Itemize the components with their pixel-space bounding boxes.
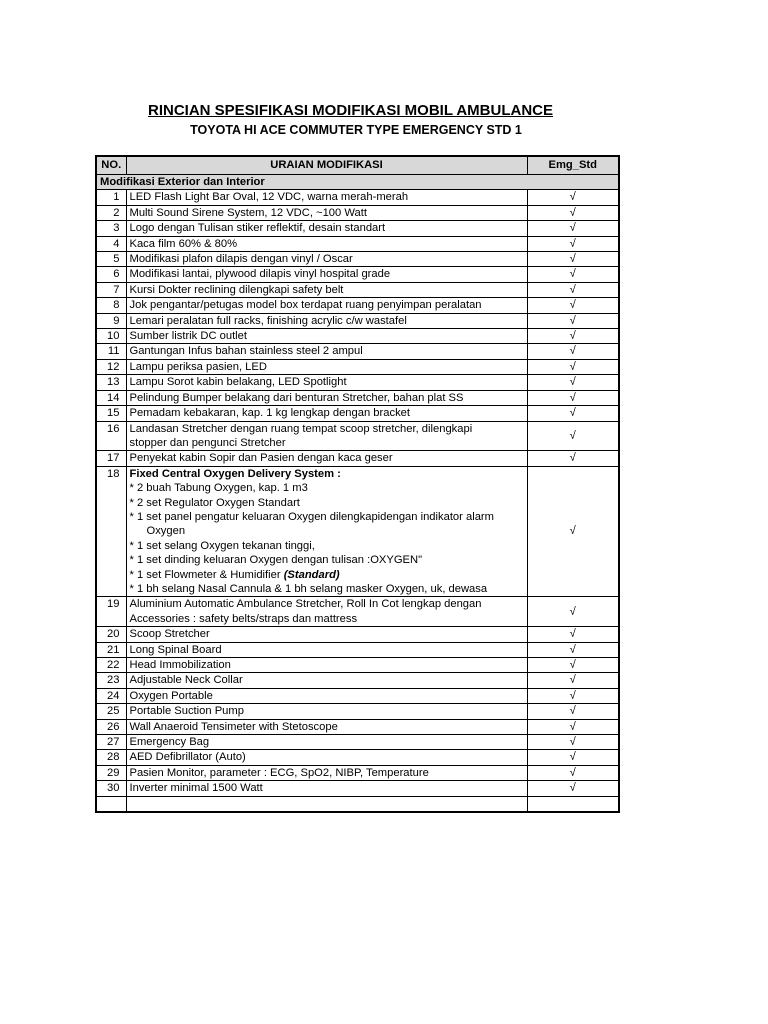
row-description: Wall Anaeroid Tensimeter with Stetoscope <box>126 719 527 734</box>
oxygen-item: * 1 bh selang Nasal Cannula & 1 bh selang masker Oxygen, uk, dewasa <box>129 582 488 595</box>
oxygen-item: * 1 set dinding keluaran Oxygen dengan tulisan :OXYGEN" <box>129 554 423 567</box>
table-row <box>96 406 619 421</box>
row-description: Pelindung Bumper belakang dari benturan Stretcher, bahan plat SS <box>126 390 527 405</box>
row-checkmark: √ <box>527 375 619 390</box>
row-description: Adjustable Neck Collar <box>126 673 527 688</box>
row-description: Scoop Stretcher <box>126 627 527 642</box>
row-number: 9 <box>96 313 126 328</box>
table-row <box>96 704 619 719</box>
table-row <box>96 673 619 688</box>
table-row <box>96 719 619 734</box>
row-number: 28 <box>96 750 126 765</box>
table-row <box>96 298 619 313</box>
row-description: Pasien Monitor, parameter : ECG, SpO2, NIBP, Temperature <box>126 765 527 780</box>
table-row <box>96 221 619 236</box>
row-checkmark: √ <box>527 750 619 765</box>
table-row <box>96 205 619 220</box>
row-description: Sumber listrik DC outlet <box>126 329 527 344</box>
row-number: 23 <box>96 673 126 688</box>
table-row <box>96 421 619 451</box>
row-number: 4 <box>96 236 126 251</box>
row-number: 1 <box>96 190 126 205</box>
row-description: Inverter minimal 1500 Watt <box>126 781 527 796</box>
section-label: Modifikasi Exterior dan Interior <box>96 175 619 190</box>
specification-table <box>95 155 620 813</box>
row-checkmark: √ <box>527 221 619 236</box>
row-description: Portable Suction Pump <box>126 704 527 719</box>
row-checkmark: √ <box>527 190 619 205</box>
row-description: Head Immobilization <box>126 658 527 673</box>
row-checkmark: √ <box>527 329 619 344</box>
row-checkmark: √ <box>527 451 619 466</box>
table-row <box>96 735 619 750</box>
row-number: 22 <box>96 658 126 673</box>
row-description: Lampu Sorot kabin belakang, LED Spotlight <box>126 375 527 390</box>
oxygen-item-text: * 1 set Flowmeter & Humidifier <box>129 568 284 581</box>
row-checkmark: √ <box>527 673 619 688</box>
row-description: Pemadam kebakaran, kap. 1 kg lengkap dengan bracket <box>126 406 527 421</box>
row-checkmark: √ <box>527 359 619 374</box>
row-checkmark: √ <box>527 704 619 719</box>
row-number: 20 <box>96 627 126 642</box>
row-description: Kaca film 60% & 80% <box>126 236 527 251</box>
row-checkmark: √ <box>527 252 619 267</box>
row-description: LED Flash Light Bar Oval, 12 VDC, warna merah-merah <box>126 190 527 205</box>
row-checkmark: √ <box>527 719 619 734</box>
table-header-row <box>96 156 619 175</box>
row-checkmark: √ <box>527 735 619 750</box>
row-description: Modifikasi lantai, plywood dilapis vinyl hospital grade <box>126 267 527 282</box>
row-checkmark: √ <box>527 781 619 796</box>
table-row <box>96 658 619 673</box>
table-row <box>96 688 619 703</box>
row-description: AED Defibrillator (Auto) <box>126 750 527 765</box>
empty-row <box>96 796 619 812</box>
row-checkmark: √ <box>527 406 619 421</box>
row-checkmark: √ <box>527 597 619 627</box>
row-number: 7 <box>96 282 126 297</box>
empty-cell <box>126 796 527 812</box>
header-uraian: URAIAN MODIFIKASI <box>126 156 527 175</box>
header-emg-std: Emg_Std <box>527 156 619 175</box>
table-row <box>96 344 619 359</box>
row-number: 5 <box>96 252 126 267</box>
row-number: 11 <box>96 344 126 359</box>
row-description <box>126 421 527 451</box>
subtitle-text: TOYOTA HI ACE COMMUTER TYPE EMERGENCY STD 1 <box>190 123 522 137</box>
row-checkmark: √ <box>527 466 619 597</box>
row-description: Long Spinal Board <box>126 642 527 657</box>
row-description <box>126 597 527 627</box>
table-row <box>96 642 619 657</box>
row-description-line: Aluminium Automatic Ambulance Stretcher, Roll In Cot lengkap dengan <box>129 598 482 611</box>
table-row <box>96 451 619 466</box>
row-number: 15 <box>96 406 126 421</box>
row-description-line: Accessories : safety belts/straps dan mattress <box>129 612 358 625</box>
row-number: 14 <box>96 390 126 405</box>
row-number: 12 <box>96 359 126 374</box>
table-row <box>96 329 619 344</box>
row-checkmark: √ <box>527 298 619 313</box>
table-row <box>96 466 619 597</box>
table-row <box>96 765 619 780</box>
table-row <box>96 781 619 796</box>
table-row <box>96 267 619 282</box>
row-number: 27 <box>96 735 126 750</box>
row-description-line: Landasan Stretcher dengan ruang tempat scoop stretcher, dilengkapi <box>129 422 473 435</box>
row-checkmark: √ <box>527 658 619 673</box>
row-number: 21 <box>96 642 126 657</box>
row-number: 8 <box>96 298 126 313</box>
row-description: Oxygen Portable <box>126 688 527 703</box>
row-number: 29 <box>96 765 126 780</box>
row-description <box>126 466 527 597</box>
row-description: Logo dengan Tulisan stiker reflektif, desain standart <box>126 221 527 236</box>
row-number: 17 <box>96 451 126 466</box>
row-number: 6 <box>96 267 126 282</box>
row-checkmark: √ <box>527 313 619 328</box>
row-description: Gantungan Infus bahan stainless steel 2 ampul <box>126 344 527 359</box>
oxygen-item-note: (Standard) <box>283 568 340 581</box>
row-checkmark: √ <box>527 421 619 451</box>
row-description-line: stopper dan pengunci Stretcher <box>129 436 286 449</box>
row-checkmark: √ <box>527 344 619 359</box>
row-number: 26 <box>96 719 126 734</box>
table-row <box>96 252 619 267</box>
table-row <box>96 313 619 328</box>
row-description: Jok pengantar/petugas model box terdapat ruang penyimpan peralatan <box>126 298 527 313</box>
empty-cell <box>96 796 126 812</box>
row-description: Multi Sound Sirene System, 12 VDC, ~100 Watt <box>126 205 527 220</box>
oxygen-item: * 2 buah Tabung Oxygen, kap. 1 m3 <box>129 482 308 495</box>
table-row <box>96 282 619 297</box>
oxygen-item <box>130 568 524 582</box>
row-checkmark: √ <box>527 205 619 220</box>
row-number: 24 <box>96 688 126 703</box>
row-description: Modifikasi plafon dilapis dengan vinyl / Oscar <box>126 252 527 267</box>
oxygen-item: * 2 set Regulator Oxygen Standart <box>129 496 300 509</box>
row-number: 13 <box>96 375 126 390</box>
row-checkmark: √ <box>527 390 619 405</box>
row-description: Penyekat kabin Sopir dan Pasien dengan kaca geser <box>126 451 527 466</box>
oxygen-item-continued: Oxygen <box>146 525 186 538</box>
row-checkmark: √ <box>527 688 619 703</box>
section-row <box>96 175 619 190</box>
row-checkmark: √ <box>527 627 619 642</box>
row-checkmark: √ <box>527 765 619 780</box>
table-row <box>96 627 619 642</box>
row-description: Emergency Bag <box>126 735 527 750</box>
table-row <box>96 375 619 390</box>
row-description: Lampu periksa pasien, LED <box>126 359 527 374</box>
oxygen-system-heading: Fixed Central Oxygen Delivery System : <box>129 467 341 480</box>
oxygen-item: * 1 set selang Oxygen tekanan tinggi, <box>129 539 315 552</box>
row-number: 18 <box>96 466 126 597</box>
row-checkmark: √ <box>527 236 619 251</box>
row-number: 25 <box>96 704 126 719</box>
row-description: Lemari peralatan full racks, finishing acrylic c/w wastafel <box>126 313 527 328</box>
row-checkmark: √ <box>527 267 619 282</box>
row-number: 2 <box>96 205 126 220</box>
row-checkmark: √ <box>527 642 619 657</box>
row-number: 16 <box>96 421 126 451</box>
header-no: NO. <box>96 156 126 175</box>
table-row <box>96 597 619 627</box>
document-subtitle <box>0 123 712 137</box>
row-number: 19 <box>96 597 126 627</box>
oxygen-item: * 1 set panel pengatur keluaran Oxygen dilengkapidengan indikator alarm <box>129 510 494 523</box>
table-row <box>96 190 619 205</box>
table-row <box>96 390 619 405</box>
table-row <box>96 750 619 765</box>
row-number: 10 <box>96 329 126 344</box>
empty-cell <box>527 796 619 812</box>
row-checkmark: √ <box>527 282 619 297</box>
document-title: RINCIAN SPESIFIKASI MODIFIKASI MOBIL AMBULANCE <box>148 102 554 119</box>
table-row <box>96 236 619 251</box>
row-description: Kursi Dokter reclining dilengkapi safety belt <box>126 282 527 297</box>
table-row <box>96 359 619 374</box>
row-number: 3 <box>96 221 126 236</box>
row-number: 30 <box>96 781 126 796</box>
